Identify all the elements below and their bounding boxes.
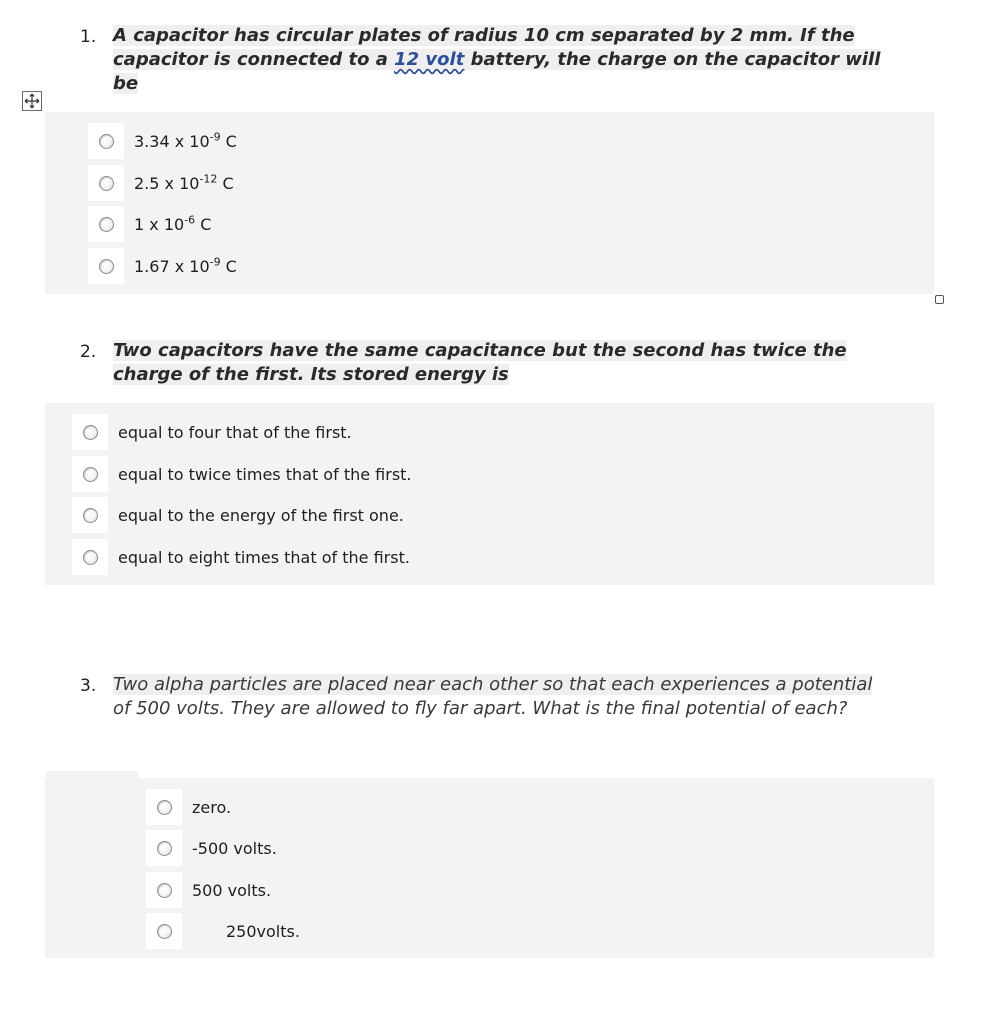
radio-button-icon[interactable]	[83, 508, 98, 523]
q2-option-2[interactable]	[72, 456, 412, 492]
question-1-line-2-end: battery, the charge on the capacitor will	[464, 49, 881, 70]
q2-option-1-label: equal to four that of the first.	[118, 422, 352, 442]
q1-option-1-label: 3.34 x $10^{-9}$ C	[134, 130, 237, 151]
q1-option-3[interactable]	[88, 206, 211, 242]
question-1-line-3: be	[113, 73, 139, 94]
q3-option-3[interactable]	[146, 872, 271, 908]
radio-button-icon[interactable]	[99, 217, 114, 232]
q3-option-2[interactable]	[146, 830, 277, 866]
radio-button-icon[interactable]	[83, 425, 98, 440]
question-1-number: 1.	[80, 27, 97, 47]
radio-button-icon[interactable]	[157, 883, 172, 898]
q1-option-1[interactable]	[88, 123, 237, 159]
q1-option-3-label: 1 x $10^{-6}$ C	[134, 213, 212, 234]
q2-option-3-label: equal to the energy of the first one.	[118, 505, 404, 525]
spellcheck-link[interactable]: 12 volt	[394, 49, 465, 70]
question-1-text	[113, 24, 880, 96]
radio-button-icon[interactable]	[157, 841, 172, 856]
question-3-line-2: of 500 volts. They are allowed to fly far apart. What is the final potential of each?	[113, 698, 848, 719]
question-1-line-2-start: capacitor is connected to a	[113, 49, 395, 70]
question-2-text	[113, 339, 847, 387]
radio-button-icon[interactable]	[83, 467, 98, 482]
q2-option-4[interactable]	[72, 539, 410, 575]
q3-option-4[interactable]	[146, 913, 300, 949]
q3-option-4-label: 250volts.	[226, 921, 300, 941]
move-handle-icon[interactable]	[22, 91, 42, 111]
question-1-line-1: A capacitor has circular plates of radius 10 cm separated by 2 mm. If the	[113, 25, 855, 46]
radio-button-icon[interactable]	[99, 134, 114, 149]
radio-button-icon[interactable]	[157, 924, 172, 939]
q2-option-4-label: equal to eight times that of the first.	[118, 547, 410, 567]
checkbox-icon[interactable]	[935, 295, 944, 304]
question-3-line-1: Two alpha particles are placed near each other so that each experiences a potential	[113, 674, 873, 695]
q3-option-2-label: -500 volts.	[192, 838, 277, 858]
q2-option-3[interactable]	[72, 497, 404, 533]
question-2-line-1: Two capacitors have the same capacitance but the second has twice the	[113, 340, 847, 361]
radio-button-icon[interactable]	[83, 550, 98, 565]
q2-option-1[interactable]	[72, 414, 352, 450]
radio-button-icon[interactable]	[99, 176, 114, 191]
q3-option-3-label: 500 volts.	[192, 880, 272, 900]
q1-option-4[interactable]	[88, 248, 237, 284]
question-3-text	[113, 673, 872, 721]
q3-option-1-label: zero.	[192, 797, 232, 817]
q1-option-2-label: 2.5 x $10^{-12}$ C	[134, 172, 234, 193]
q1-option-2[interactable]	[88, 165, 234, 201]
radio-button-icon[interactable]	[157, 800, 172, 815]
q2-option-2-label: equal to twice times that of the first.	[118, 464, 412, 484]
radio-button-icon[interactable]	[99, 259, 114, 274]
question-3-number: 3.	[80, 676, 97, 696]
q3-option-1[interactable]	[146, 789, 231, 825]
question-2-number: 2.	[80, 342, 97, 362]
q1-option-4-label: 1.67 x $10^{-9}$ C	[134, 255, 237, 276]
question-2-line-2: charge of the first. Its stored energy is	[113, 364, 509, 385]
